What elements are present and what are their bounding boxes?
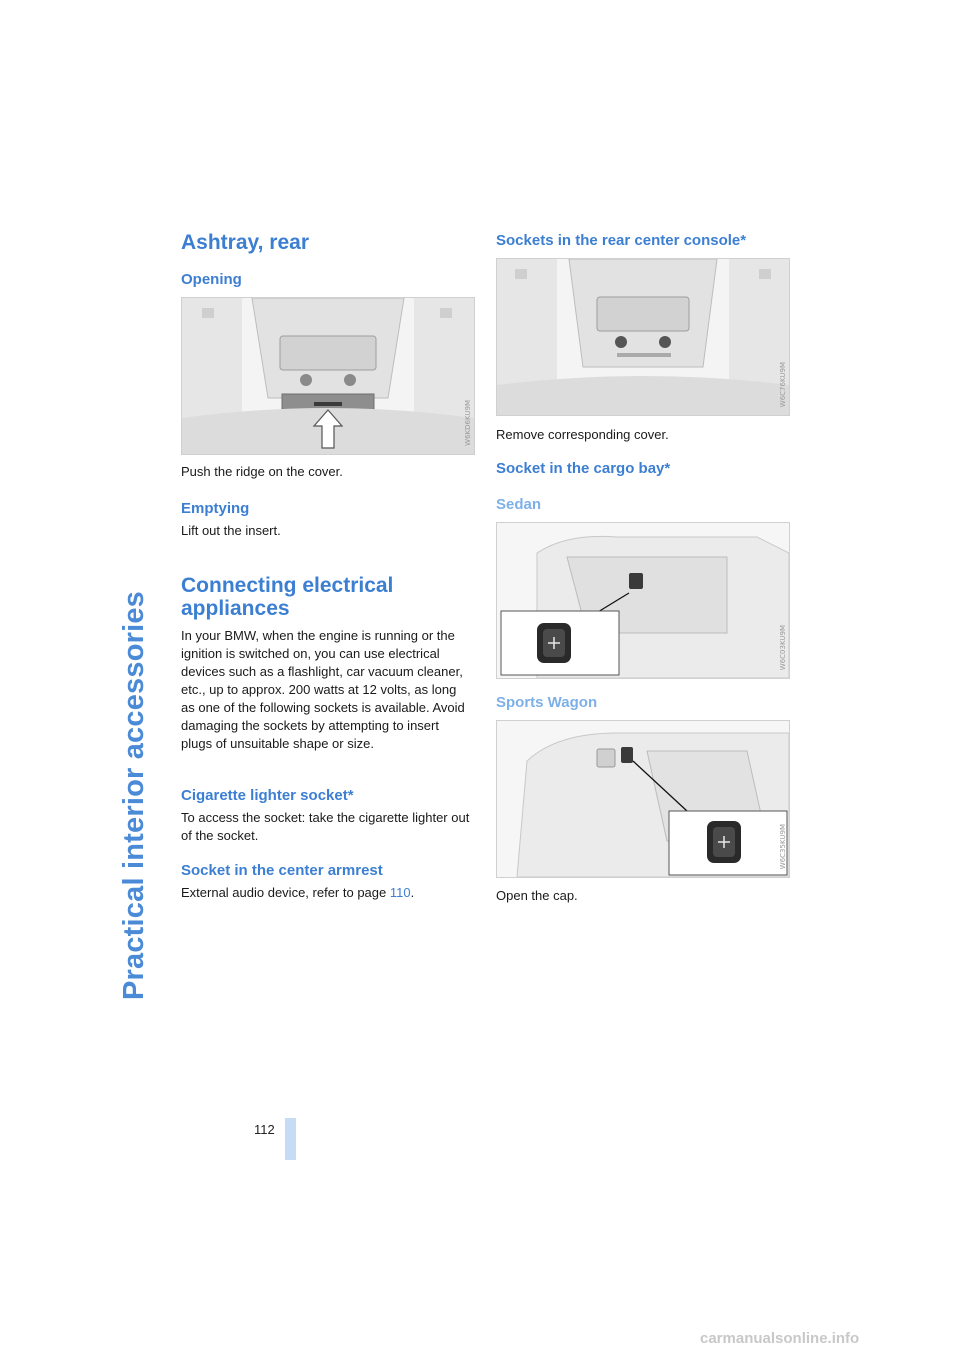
armrest-text-prefix: External audio device, refer to page — [181, 885, 390, 900]
wagon-text: Open the cap. — [496, 888, 578, 903]
emptying-text: Lift out the insert. — [181, 523, 281, 538]
connecting-heading-line2: appliances — [181, 597, 290, 620]
watermark[interactable]: carmanualsonline.info — [700, 1330, 860, 1347]
figure-code: W6KD6KU9M — [464, 400, 472, 446]
cargo-bay-heading: Socket in the cargo bay* — [496, 460, 671, 477]
wagon-cargo-socket-illustration — [496, 720, 790, 878]
connecting-text: In your BMW, when the engine is running or the ignition is switched on, you can use electrical devices such as a flashlight, car vacuum cleaner, etc., up to approx. 200 watts at 12 volts, as long as one of the following sockets is available. Avoid damaging the sockets by attempting to insert plugs of unsuitable shape or size. — [181, 628, 465, 751]
page-link-110[interactable]: 110 — [389, 885, 411, 900]
figure-code: W6C03KU9M — [779, 624, 787, 670]
opening-heading: Opening — [181, 271, 242, 288]
sedan-cargo-socket-illustration — [496, 522, 790, 679]
cigarette-lighter-heading: Cigarette lighter socket* — [181, 787, 354, 804]
armrest-text — [181, 884, 414, 902]
armrest-heading: Socket in the center armrest — [181, 862, 383, 879]
console-text: Remove corresponding cover. — [496, 427, 669, 442]
emptying-heading: Emptying — [181, 500, 250, 517]
page-number: 112 — [254, 1122, 275, 1137]
connecting-heading — [181, 574, 393, 620]
ashtray-opening-illustration — [181, 297, 475, 455]
opening-text: Push the ridge on the cover. — [181, 464, 343, 479]
armrest-text-suffix: . — [410, 885, 415, 900]
sedan-heading: Sedan — [496, 496, 542, 513]
page-marker-bar — [285, 1118, 296, 1160]
ashtray-heading: Ashtray, rear — [181, 231, 310, 254]
figure-code: W6C76KU9M — [779, 361, 787, 407]
console-sockets-heading: Sockets in the rear center console* — [496, 232, 747, 249]
rear-console-illustration — [496, 258, 790, 416]
connecting-heading-line1: Connecting electrical — [181, 574, 394, 597]
cigarette-lighter-text: To access the socket: take the cigarette lighter out of the socket. — [181, 810, 470, 843]
sports-wagon-heading: Sports Wagon — [496, 694, 598, 711]
figure-code: W6C35KU9M — [779, 823, 787, 869]
